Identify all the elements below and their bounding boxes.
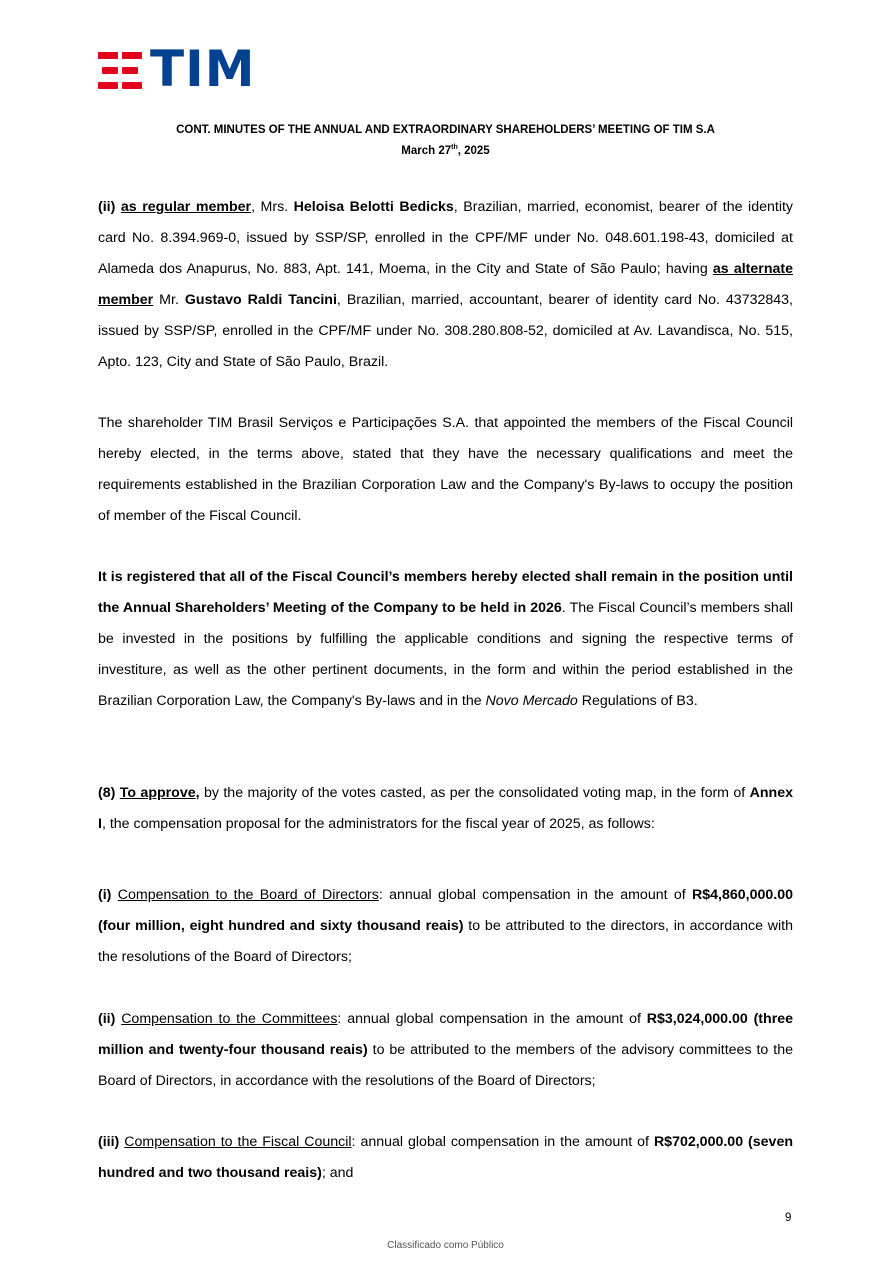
text: , Mrs.: [251, 199, 294, 215]
meeting-date: [0, 139, 891, 160]
paragraph-text: The shareholder TIM Brasil Serviços e Participações S.A. that appointed the members of the Fiscal Council hereby elected, in the terms above, stated that they have the necessary qualifications and meet the requirements established in the Brazilian Corporation Law and the Company's By-laws to occupy the position of member of the Fiscal Council.: [98, 415, 793, 524]
logo-text: TIM: [150, 40, 256, 98]
paragraph-board-compensation: [98, 880, 793, 973]
classification-footer: Classificado como Público: [387, 1240, 504, 1251]
text: : annual global compensation in the amount of: [351, 1134, 654, 1150]
item-number: (ii): [98, 199, 116, 215]
member-name: Heloisa Belotti Bedicks: [293, 199, 454, 215]
paragraph-term: [98, 562, 793, 717]
text: , Brazilian, married, accountant, bearer of identity card No. 43732843, issued by SSP/SP, enrolled in the CPF/MF under No. 308.280.808-52, domiciled at Av. Lavandisca, No. 515, Apto. 123, City and State of São Paulo, Brazil.: [98, 292, 793, 370]
item-number: (ii): [98, 1011, 116, 1027]
paragraph-fiscal-council-compensation: [98, 1127, 793, 1189]
document-title: CONT. MINUTES OF THE ANNUAL AND EXTRAORDINARY SHAREHOLDERS’ MEETING OF TIM S.A: [176, 124, 715, 136]
text: Mr.: [153, 292, 185, 308]
document-header: [0, 121, 891, 160]
text: to be attributed to the directors, in accordance with the resolutions of the Board of Directors;: [98, 918, 793, 965]
regular-member-label: as regular member: [120, 199, 252, 215]
paragraph-fiscal-member: [98, 192, 793, 378]
italic-term: Novo Mercado: [485, 693, 578, 709]
text: , the compensation proposal for the administrators for the fiscal year of 2025, as follows:: [101, 816, 655, 832]
compensation-label: Compensation to the Fiscal Council: [124, 1134, 352, 1150]
alternate-name: Gustavo Raldi Tancini: [184, 292, 337, 308]
text: ; and: [321, 1165, 354, 1181]
tim-logo-mark-icon: [98, 51, 146, 91]
text: by the majority of the votes casted, as per the consolidated voting map, in the form of: [199, 785, 750, 801]
item-number: (iii): [98, 1134, 120, 1150]
compensation-label: Compensation to the Committees: [121, 1011, 338, 1027]
compensation-amount: R$4,860,000.00 (four million, eight hundred and sixty thousand reais): [98, 887, 793, 934]
paragraph-shareholder-statement: [98, 408, 793, 532]
alternate-member-label: as alternate member: [98, 261, 793, 308]
text: , Brazilian, married, economist, bearer of the identity card No. 8.394.969-0, issued by SSP/SP, enrolled in the CPF/MF under No. 048.601.198-43, domiciled at Alameda dos Anapurus, No. 883, Apt. 141, Moema, in the City and State of São Paulo; having: [98, 199, 794, 277]
bold-statement: It is registered that all of the Fiscal Council’s members hereby elected shall remain in the position until the Annual Shareholders’ Meeting of the Company to be held in 2026: [98, 569, 793, 616]
text: : annual global compensation in the amount of: [337, 1011, 647, 1027]
item-number: (i): [98, 887, 112, 903]
paragraph-compensation-approval: [98, 778, 793, 840]
text: Regulations of B3.: [577, 693, 698, 709]
item-number: (8): [98, 785, 116, 801]
tim-logo: [98, 40, 256, 98]
paragraph-committees-compensation: [98, 1004, 793, 1097]
date-sup: th: [451, 144, 458, 151]
compensation-label: Compensation to the Board of Directors: [117, 887, 379, 903]
page-number: 9: [785, 1212, 792, 1224]
text: : annual global compensation in the amount of: [378, 887, 693, 903]
text: . The Fiscal Council’s members shall be invested in the positions by fulfilling the applicable conditions and signing the respective terms of investiture, as well as the other pertinent documents, in the form and within the period established in the Brazilian Corporation Law, the Company's By-laws and in the: [98, 600, 794, 709]
text: to be attributed to the members of the advisory committees to the Board of Directors, in accordance with the resolutions of the Board of Directors;: [98, 1042, 793, 1089]
compensation-amount: R$702,000.00 (seven hundred and two thousand reais): [98, 1134, 793, 1181]
approval-label: To approve,: [119, 785, 200, 801]
date-year: , 2025: [457, 144, 490, 157]
annex-label: Annex I: [98, 785, 793, 832]
compensation-amount: R$3,024,000.00 (three million and twenty-four thousand reais): [98, 1011, 793, 1058]
date-main: March 27: [401, 144, 452, 157]
